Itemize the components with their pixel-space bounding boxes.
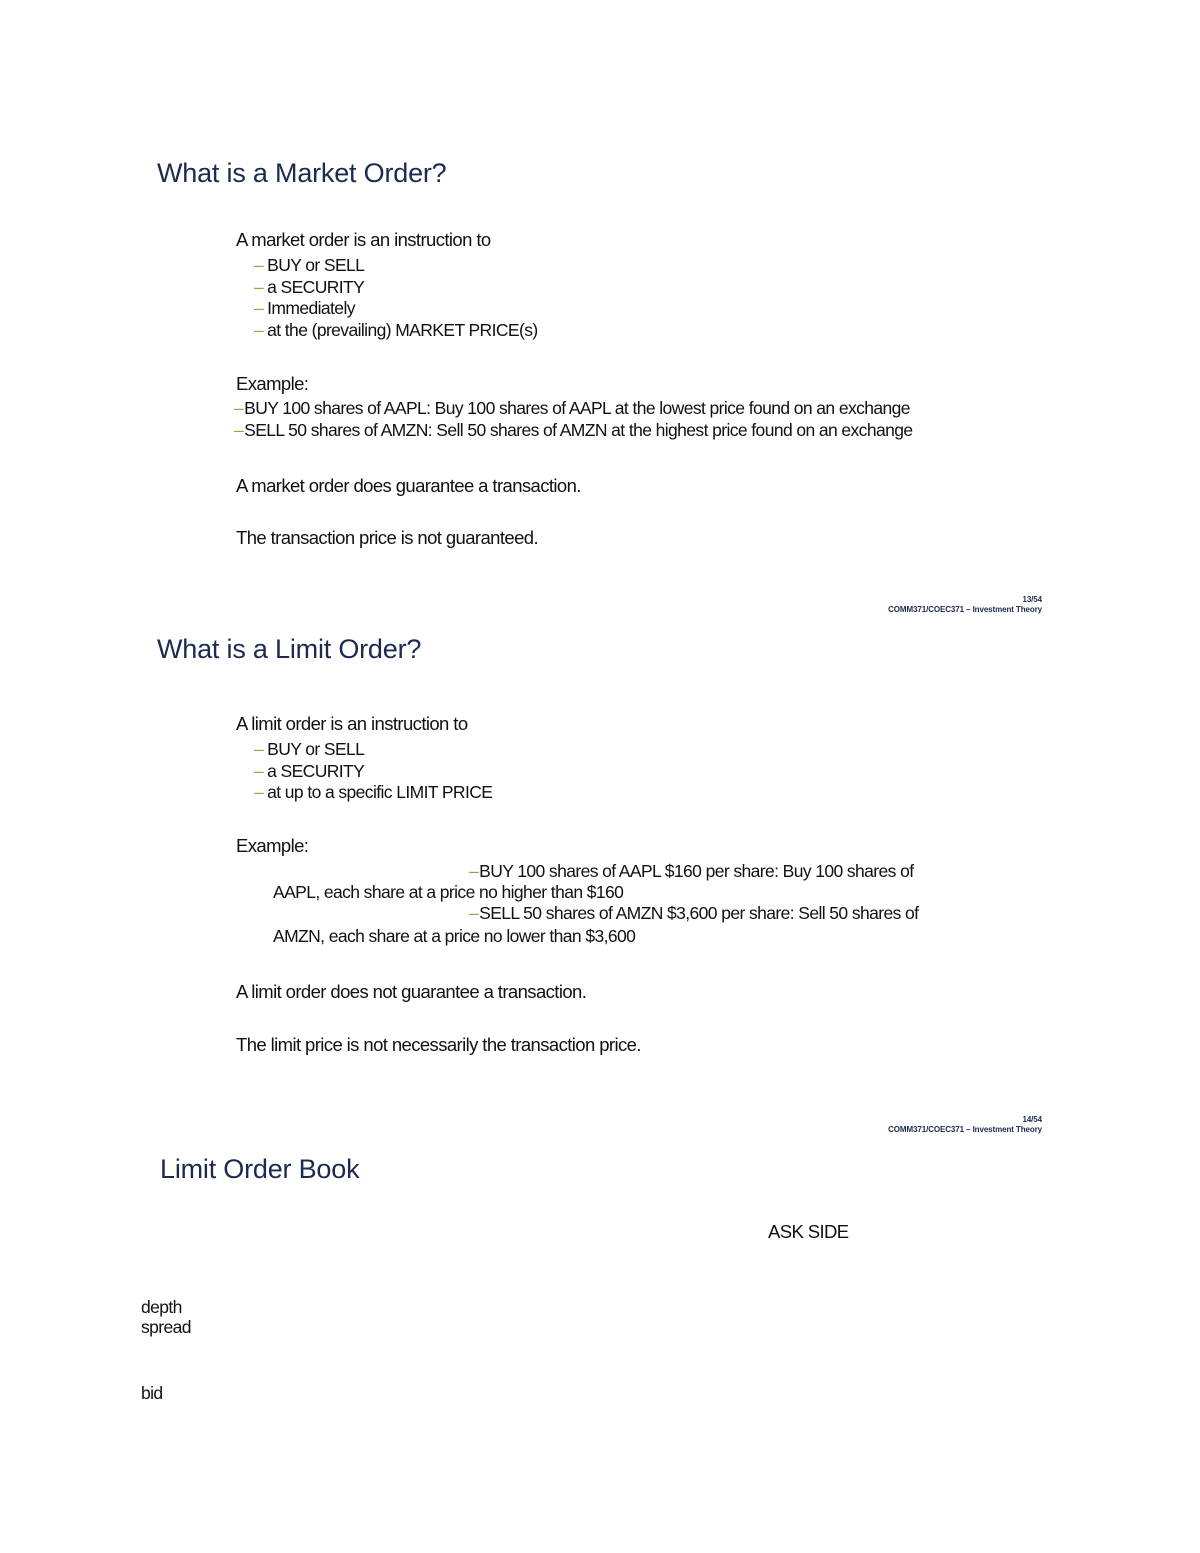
limit-example-1-line2: AAPL, each share at a price no higher than $160 (273, 882, 624, 902)
list-item: –SELL 50 shares of AMZN: Sell 50 shares of AMZN at the highest price found on an exchange (234, 419, 913, 440)
limit-order-intro: A limit order is an instruction to (236, 713, 468, 734)
bullet-text: at up to a specific LIMIT PRICE (267, 782, 493, 802)
ask-side-label: ASK SIDE (768, 1221, 849, 1242)
list-item: –BUY 100 shares of AAPL: Buy 100 shares of AAPL at the lowest price found on an exchange (234, 398, 910, 418)
market-order-bullet-list (254, 255, 538, 341)
bullet-text: a SECURITY (267, 760, 365, 781)
list-item: – at the (prevailing) MARKET PRICE(s) (254, 319, 538, 340)
market-statement-price: The transaction price is not guaranteed. (236, 527, 538, 548)
depth-label: depth (141, 1297, 182, 1317)
limit-order-bullet-list (254, 739, 492, 804)
market-example-label: Example: (236, 373, 309, 394)
course-name: COMM371/COEC371 – Investment Theory (888, 605, 1042, 614)
spread-label: spread (141, 1317, 191, 1337)
example-text: BUY 100 shares of AAPL $160 per share: Buy 100 shares of (479, 861, 914, 881)
example-text: SELL 50 shares of AMZN $3,600 per share: Sell 50 shares of (479, 903, 919, 923)
market-order-title: What is a Market Order? (157, 158, 447, 188)
list-item: – BUY or SELL (254, 255, 365, 275)
limit-statement-guarantee: A limit order does not guarantee a transaction. (236, 981, 587, 1002)
page-number: 13/54 (1022, 595, 1042, 604)
bid-label: bid (141, 1383, 163, 1403)
list-item: – Immediately (254, 298, 355, 318)
page-number: 14/54 (1022, 1115, 1042, 1124)
limit-order-title: What is a Limit Order? (157, 634, 422, 664)
bullet-text: at the (prevailing) MARKET PRICE(s) (267, 319, 538, 340)
slide-footer (888, 595, 1042, 615)
market-statement-guarantee: A market order does guarantee a transaction. (236, 475, 581, 496)
list-item: – a SECURITY (254, 760, 365, 781)
bullet-text: a SECURITY (267, 276, 365, 297)
limit-order-book-title: Limit Order Book (160, 1154, 360, 1184)
list-item: – BUY or SELL (254, 739, 365, 759)
course-name: COMM371/COEC371 – Investment Theory (888, 1125, 1042, 1134)
slide-footer (888, 1115, 1042, 1135)
limit-example-2-line1: –SELL 50 shares of AMZN $3,600 per share: Sell 50 shares of (469, 903, 919, 923)
bullet-text: BUY or SELL (267, 255, 365, 275)
market-example-list (234, 398, 913, 441)
limit-example-1-line1: –BUY 100 shares of AAPL $160 per share: Buy 100 shares of (469, 861, 914, 881)
bullet-text: Immediately (267, 298, 355, 318)
example-text: SELL 50 shares of AMZN: Sell 50 shares of AMZN at the highest price found on an exchange (244, 419, 913, 440)
market-order-intro: A market order is an instruction to (236, 229, 491, 250)
limit-example-label: Example: (236, 835, 309, 856)
example-text: BUY 100 shares of AAPL: Buy 100 shares of AAPL at the lowest price found on an exchange (244, 398, 910, 418)
bullet-text: BUY or SELL (267, 739, 365, 759)
list-item: – a SECURITY (254, 276, 365, 297)
list-item: – at up to a specific LIMIT PRICE (254, 782, 493, 802)
limit-statement-price: The limit price is not necessarily the transaction price. (236, 1034, 641, 1055)
limit-example-2-line2: AMZN, each share at a price no lower than $3,600 (273, 926, 636, 946)
